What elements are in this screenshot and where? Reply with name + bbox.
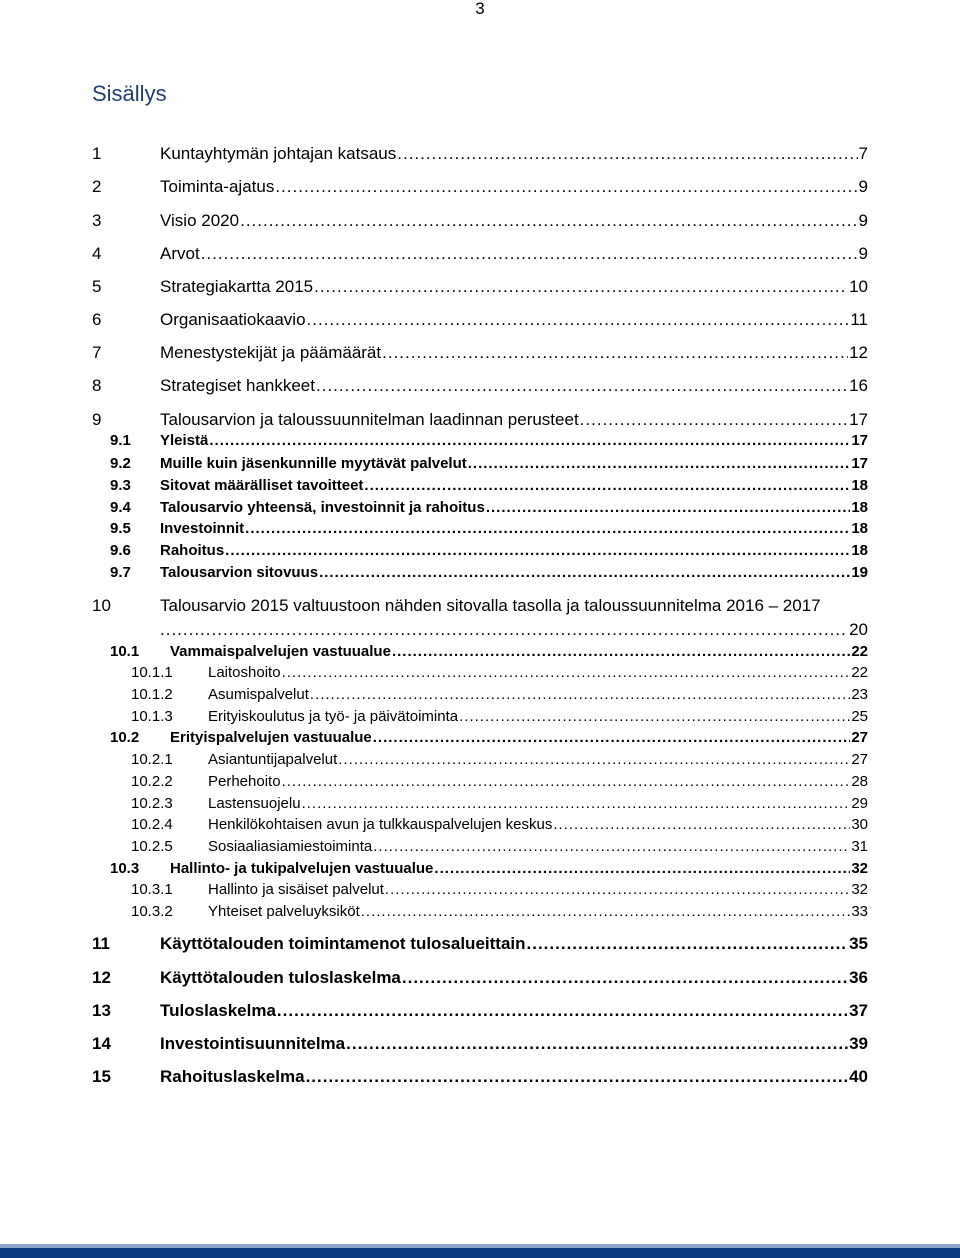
toc-dot-leader: [459, 708, 850, 725]
toc-dot-leader: [346, 1034, 848, 1054]
toc-entry-number: 10.2.5: [131, 838, 173, 855]
toc-dot-leader: [160, 620, 848, 640]
toc-entry-title: Visio 2020: [160, 211, 240, 230]
toc-entry-8[interactable]: [92, 376, 868, 400]
toc-dot-leader: [397, 144, 857, 164]
toc-entry-10-1-1[interactable]: [131, 664, 868, 688]
toc-entry-12[interactable]: [92, 968, 868, 992]
toc-entry-page: 18: [851, 542, 868, 559]
toc-entry-9-2[interactable]: [110, 455, 868, 479]
toc-dot-leader: [385, 881, 850, 898]
toc-entry-4[interactable]: [92, 244, 868, 268]
toc-entry-title: Vammaispalvelujen vastuualue: [170, 643, 391, 660]
toc-dot-leader: [209, 432, 850, 449]
toc-entry-9-3[interactable]: [110, 477, 868, 501]
toc-entry-page: 12: [849, 343, 868, 362]
toc-entry-title: Kuntayhtymän johtajan katsaus: [160, 144, 397, 163]
toc-entry-number: 2: [92, 177, 102, 196]
toc-dot-leader: [316, 376, 848, 396]
toc-entry-number: 10.1.3: [131, 708, 173, 725]
toc-dot-leader: [382, 343, 848, 363]
toc-entry-number: 13: [92, 1001, 111, 1020]
toc-entry-title: Muille kuin jäsenkunnille myytävät palvelut: [160, 455, 467, 472]
toc-dot-leader: [364, 477, 850, 494]
toc-entry-number: 12: [92, 968, 111, 987]
toc-entry-page: 40: [849, 1067, 868, 1086]
toc-dot-leader: [282, 773, 851, 790]
toc-dot-leader: [245, 520, 850, 537]
toc-entry-title: Asiantuntijapalvelut: [208, 751, 338, 768]
toc-entry-number: 4: [92, 244, 102, 263]
toc-dot-leader: [468, 455, 851, 472]
toc-dot-leader: [310, 686, 850, 703]
toc-entry-number: 10.2.4: [131, 816, 173, 833]
toc-entry-number: 10.1.1: [131, 664, 173, 681]
toc-entry-number: 9.7: [110, 564, 131, 581]
toc-entry-title: Arvot: [160, 244, 200, 263]
toc-dot-leader: [307, 310, 850, 330]
toc-entry-number: 9.6: [110, 542, 131, 559]
toc-entry-page: 36: [849, 968, 868, 987]
toc-entry-title: Hallinto- ja tukipalvelujen vastuualue: [170, 860, 434, 877]
toc-entry-title: Yhteiset palveluyksiköt: [208, 903, 360, 920]
toc-dot-leader: [240, 211, 857, 231]
toc-entry-title: Erityispalvelujen vastuualue: [170, 729, 372, 746]
page-number: 3: [475, 0, 485, 18]
toc-entry-page: 16: [849, 376, 868, 395]
toc-dot-leader: [306, 1067, 849, 1087]
toc-entry-title: Toiminta-ajatus: [160, 177, 275, 196]
toc-entry-title: Organisaatiokaavio: [160, 310, 306, 329]
toc-entry-number: 6: [92, 310, 102, 329]
toc-entry-page: 27: [851, 729, 868, 746]
toc-entry-page: 30: [851, 816, 868, 833]
toc-entry-number: 10.2.1: [131, 751, 173, 768]
toc-entry-title: Hallinto ja sisäiset palvelut: [208, 881, 384, 898]
toc-entry-title: Strategiset hankkeet: [160, 376, 315, 395]
toc-entry-number: 11: [92, 934, 110, 953]
toc-entry-10-2-1[interactable]: [131, 751, 868, 775]
toc-entry-page: 25: [851, 708, 868, 725]
toc-dot-leader: [338, 751, 850, 768]
toc-entry-page: 17: [851, 432, 868, 449]
toc-entry-9-7[interactable]: [110, 564, 868, 588]
toc-entry-number: 9.4: [110, 499, 131, 516]
toc-entry-page: 28: [851, 773, 868, 790]
toc-entry-10[interactable]: [92, 596, 868, 620]
toc-dot-leader: [553, 816, 850, 833]
toc-dot-leader: [277, 1001, 848, 1021]
toc-dot-leader: [361, 903, 851, 920]
toc-entry-title: Henkilökohtaisen avun ja tulkkauspalvelujen keskus: [208, 816, 553, 833]
toc-entry-number: 10.1: [110, 643, 140, 660]
toc-dot-leader: [225, 542, 850, 559]
toc-dot-leader: [486, 499, 851, 516]
toc-entry-page: 31: [851, 838, 868, 855]
toc-entry-10-2[interactable]: [110, 729, 868, 753]
toc-entry-title: Rahoitus: [160, 542, 225, 559]
toc-entry-10-leader-line[interactable]: [160, 620, 868, 644]
toc-entry-10-3-1[interactable]: [131, 881, 868, 905]
toc-entry-page: 17: [849, 410, 868, 429]
toc-entry-page: 17: [851, 455, 868, 472]
toc-dot-leader: [402, 968, 848, 988]
toc-entry-page: 18: [851, 477, 868, 494]
toc-entry-9-6[interactable]: [110, 542, 868, 566]
toc-entry-title: Käyttötalouden tuloslaskelma: [160, 968, 401, 987]
toc-entry-number: 9.5: [110, 520, 131, 537]
toc-entry-14[interactable]: [92, 1034, 868, 1058]
toc-entry-title: Lastensuojelu: [208, 795, 301, 812]
toc-entry-number: 9.3: [110, 477, 131, 494]
toc-entry-title: Yleistä: [160, 432, 209, 449]
toc-entry-9[interactable]: [92, 410, 868, 434]
toc-entry-number: 5: [92, 277, 102, 296]
toc-entry-11[interactable]: [92, 934, 868, 958]
toc-entry-page: 32: [851, 860, 868, 877]
toc-entry-number: 9.1: [110, 432, 131, 449]
toc-entry-page: 23: [851, 686, 868, 703]
toc-dot-leader: [580, 410, 848, 430]
toc-entry-title: Rahoituslaskelma: [160, 1067, 305, 1086]
toc-dot-leader: [302, 795, 851, 812]
toc-entry-10-2-4[interactable]: [131, 816, 868, 840]
toc-entry-9-1[interactable]: [110, 432, 868, 456]
toc-entry-title: Talousarvio yhteensä, investoinnit ja rahoitus: [160, 499, 485, 516]
toc-dot-leader: [282, 664, 851, 681]
toc-entry-number: 8: [92, 376, 102, 395]
toc-entry-10-1-2[interactable]: [131, 686, 868, 710]
toc-entry-title: Strategiakartta 2015: [160, 277, 314, 296]
toc-entry-title: Talousarvion ja taloussuunnitelman laadinnan perusteet: [160, 410, 579, 429]
toc-entry-page: 32: [851, 881, 868, 898]
toc-entry-title: Käyttötalouden toimintamenot tulosalueittain: [160, 934, 526, 953]
toc-entry-2[interactable]: [92, 177, 868, 201]
toc-entry-5[interactable]: [92, 277, 868, 301]
toc-entry-page: 29: [851, 795, 868, 812]
toc-entry-15[interactable]: [92, 1067, 868, 1091]
toc-entry-1[interactable]: [92, 144, 868, 168]
toc-entry-10-2-5[interactable]: [131, 838, 868, 862]
toc-entry-title: Tuloslaskelma: [160, 1001, 276, 1020]
toc-title: Sisällys: [92, 81, 167, 106]
toc-entry-page: 20: [849, 620, 868, 639]
toc-entry-number: 15: [92, 1067, 111, 1086]
toc-entry-7[interactable]: [92, 343, 868, 367]
toc-dot-leader: [319, 564, 850, 581]
toc-entry-page: 33: [851, 903, 868, 920]
toc-entry-title: Sosiaaliasiamiestoiminta: [208, 838, 373, 855]
toc-entry-page: 37: [849, 1001, 868, 1020]
toc-entry-number: 10.3: [110, 860, 140, 877]
footer-bar: [0, 1244, 960, 1258]
toc-entry-number: 14: [92, 1034, 111, 1053]
toc-entry-title: Investointisuunnitelma: [160, 1034, 346, 1053]
toc-entry-page: 19: [851, 564, 868, 581]
toc-dot-leader: [392, 643, 850, 660]
toc-entry-page: 27: [851, 751, 868, 768]
toc-entry-title: Erityiskoulutus ja työ- ja päivätoiminta: [208, 708, 459, 725]
toc-entry-number: 9: [92, 410, 102, 429]
toc-entry-page: 39: [849, 1034, 868, 1053]
toc-entry-number: 10.3.1: [131, 881, 173, 898]
toc-entry-number: 10.2.2: [131, 773, 173, 790]
toc-entry-title: Investoinnit: [160, 520, 245, 537]
toc-entry-number: 10.3.2: [131, 903, 173, 920]
toc-dot-leader: [373, 838, 850, 855]
toc-entry-number: 10.2: [110, 729, 140, 746]
toc-entry-10-3-2[interactable]: [131, 903, 868, 927]
toc-entry-title: Talousarvion sitovuus: [160, 564, 319, 581]
toc-entry-title: Asumispalvelut: [208, 686, 309, 703]
toc-entry-page: 22: [851, 643, 868, 660]
toc-entry-9-5[interactable]: [110, 520, 868, 544]
toc-entry-3[interactable]: [92, 211, 868, 235]
toc-entry-title: Perhehoito: [208, 773, 281, 790]
toc-entry-title: Laitoshoito: [208, 664, 281, 681]
toc-entry-page: 9: [858, 177, 868, 196]
toc-entry-page: 18: [851, 520, 868, 537]
toc-entry-page: 9: [858, 211, 868, 230]
toc-dot-leader: [201, 244, 858, 264]
toc-entry-number: 7: [92, 343, 102, 362]
toc-entry-13[interactable]: [92, 1001, 868, 1025]
toc-entry-page: 11: [850, 310, 868, 329]
toc-dot-leader: [275, 177, 857, 197]
toc-entry-number: 10: [92, 596, 111, 615]
toc-entry-title: Menestystekijät ja päämäärät: [160, 343, 382, 362]
toc-entry-page: 7: [858, 144, 868, 163]
toc-entry-title: Talousarvio 2015 valtuustoon nähden sitovalla tasolla ja taloussuunnitelma 2016 – 2017: [160, 596, 821, 615]
toc-entry-number: 1: [92, 144, 102, 163]
toc-entry-page: 22: [851, 664, 868, 681]
toc-entry-number: 10.1.2: [131, 686, 173, 703]
toc-entry-page: 9: [858, 244, 868, 263]
toc-entry-page: 35: [849, 934, 868, 953]
toc-dot-leader: [314, 277, 848, 297]
toc-entry-number: 9.2: [110, 455, 131, 472]
toc-dot-leader: [373, 729, 851, 746]
toc-dot-leader: [434, 860, 850, 877]
toc-dot-leader: [527, 934, 849, 954]
toc-entry-10-2-2[interactable]: [131, 773, 868, 797]
toc-entry-number: 10.2.3: [131, 795, 173, 812]
toc-entry-title: Sitovat määrälliset tavoitteet: [160, 477, 364, 494]
toc-entry-page: 10: [849, 277, 868, 296]
toc-entry-page: 18: [851, 499, 868, 516]
toc-entry-number: 3: [92, 211, 102, 230]
toc-entry-6[interactable]: [92, 310, 868, 334]
